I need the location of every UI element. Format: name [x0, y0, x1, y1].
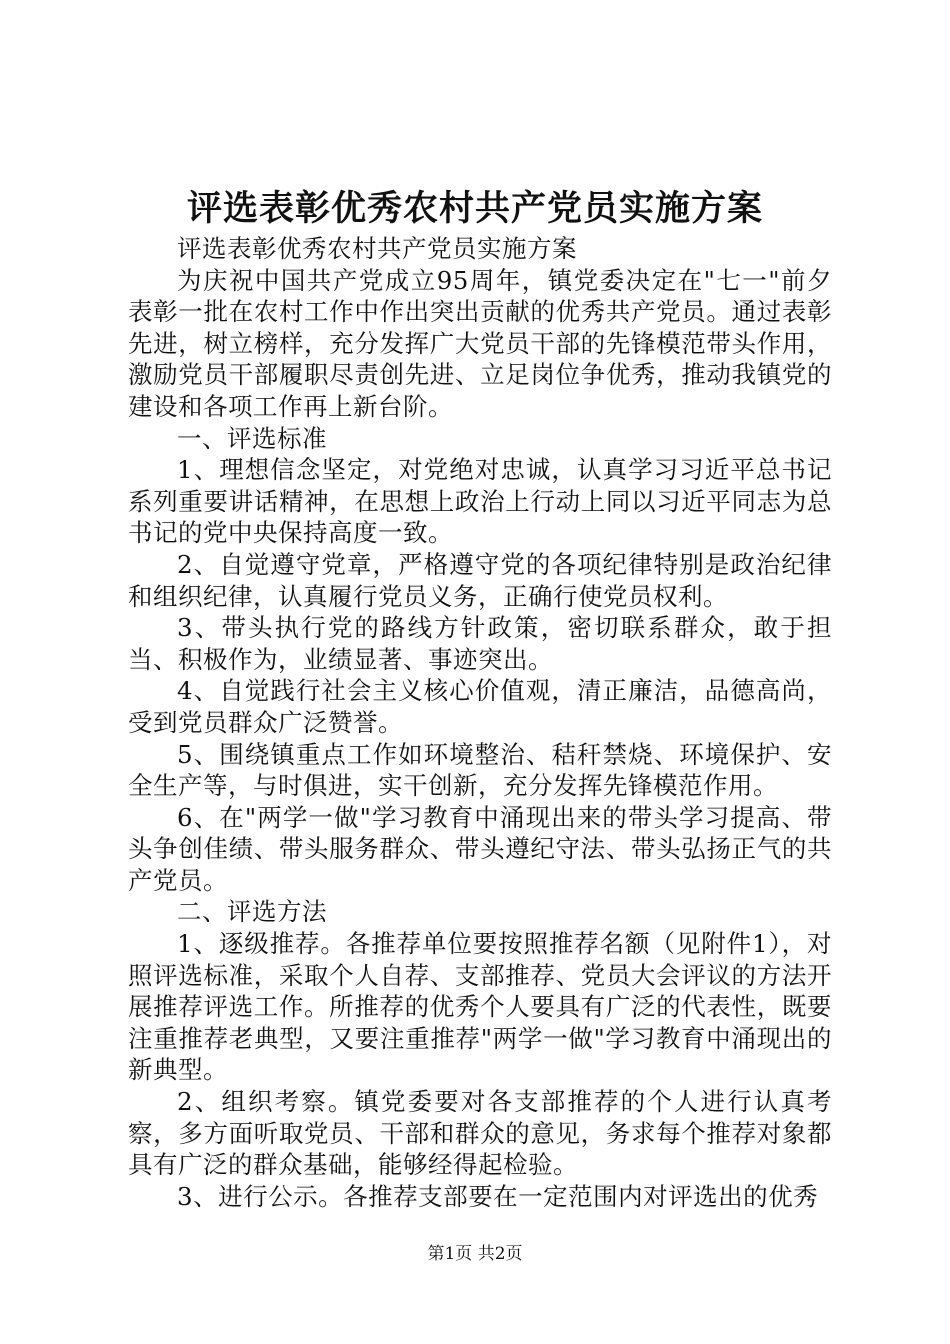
- criteria-item-5: 5、围绕镇重点工作如环境整治、秸秆禁烧、环境保护、安全生产等，与时俱进，实干创新，充分发挥先锋模范作用。: [128, 739, 832, 801]
- method-item-1: 1、逐级推荐。各推荐单位要按照推荐名额（见附件1），对照评选标准，采取个人自荐、支部推荐、党员大会评议的方法开展推荐评选工作。所推荐的优秀个人要具有广泛的代表性，既要注重推荐老典型，又要注重推荐"两学一做"学习教育中涌现出的新典型。: [128, 929, 832, 1085]
- method-item-3: 3、进行公示。各推荐支部要在一定范围内对评选出的优秀: [177, 1181, 819, 1211]
- criteria-item-1: 1、理想信念坚定，对党绝对忠诚，认真学习习近平总书记系列重要讲话精神，在思想上政治上行动上同以习近平同志为总书记的党中央保持高度一致。: [128, 455, 832, 548]
- criteria-item-2: 2、自觉遵守党章，严格遵守党的各项纪律特别是政治纪律和组织纪律，认真履行党员义务，正确行使党员权利。: [128, 549, 832, 611]
- paragraph-intro: 为庆祝中国共产党成立95周年，镇党委决定在"七一"前夕表彰一批在农村工作中作出突出贡献的优秀共产党员。通过表彰先进，树立榜样，充分发挥广大党员干部的先锋模范带头作用，激励党员干部履职尽责创先进、立足岗位争优秀，推动我镇党的建设和各项工作再上新台阶。: [128, 265, 832, 421]
- criteria-item-4: 4、自觉践行社会主义核心价值观，清正廉洁，品德高尚，受到党员群众广泛赞誉。: [128, 676, 832, 737]
- page-footer: 第1页 共2页: [427, 1244, 523, 1264]
- section-heading-criteria: 一、评选标准: [177, 423, 327, 453]
- section-heading-methods: 二、评选方法: [177, 897, 327, 927]
- document-body: [128, 233, 832, 1212]
- criteria-item-3: 3、带头执行党的路线方针政策，密切联系群众，敢于担当、积极作为，业绩显著、事迹突出。: [128, 613, 832, 674]
- method-item-2: 2、组织考察。镇党委要对各支部推荐的个人进行认真考察，多方面听取党员、干部和群众的意见，务求每个推荐对象都具有广泛的群众基础，能够经得起检验。: [128, 1087, 832, 1180]
- criteria-item-6: 6、在"两学一做"学习教育中涌现出来的带头学习提高、带头争创佳绩、带头服务群众、带头遵纪守法、带头弘扬正气的共产党员。: [128, 802, 832, 895]
- paragraph-subtitle: 评选表彰优秀农村共产党员实施方案: [177, 234, 577, 263]
- document-title: 评选表彰优秀农村共产党员实施方案: [186, 188, 763, 229]
